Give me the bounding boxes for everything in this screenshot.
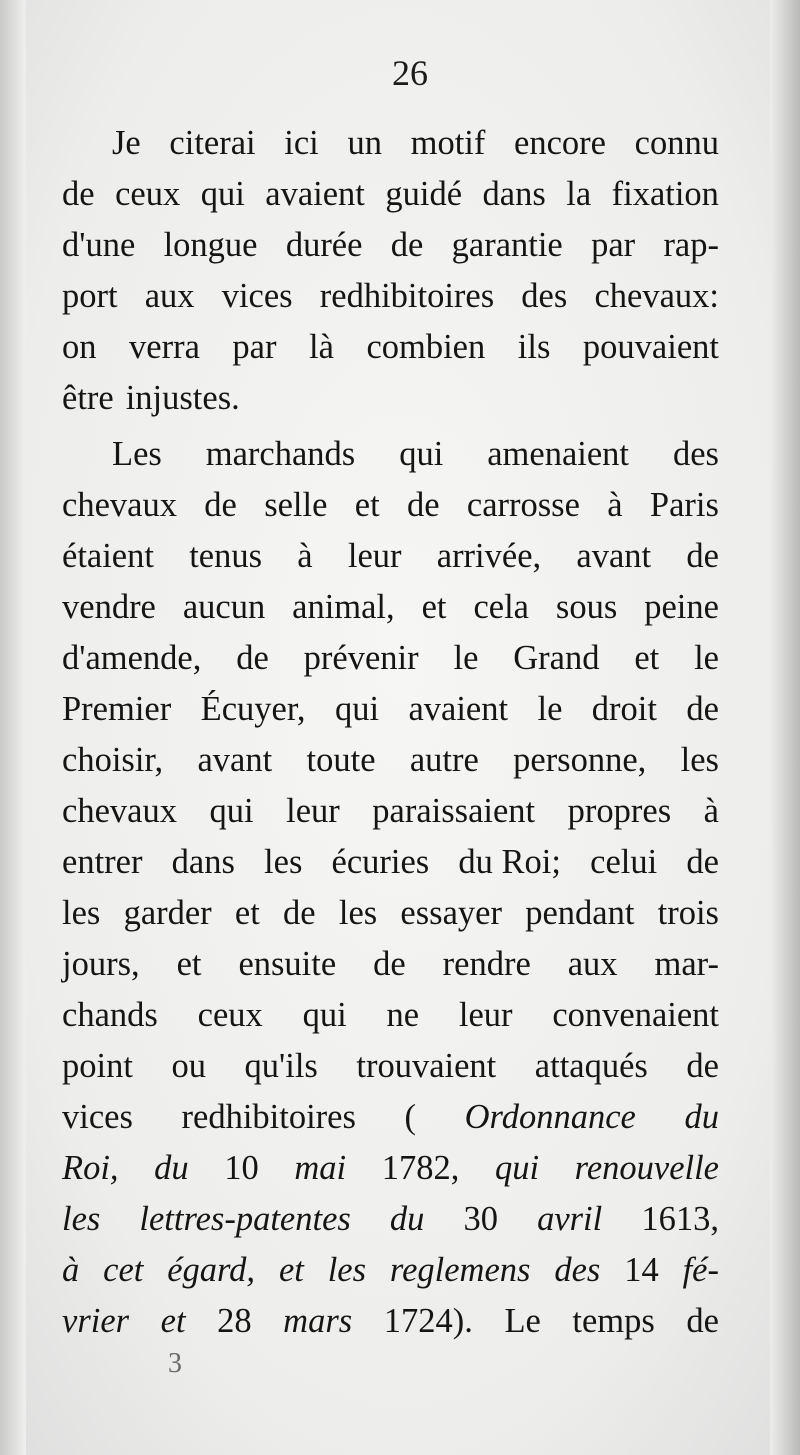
word: un <box>347 124 382 162</box>
word: essayer <box>400 894 502 932</box>
text-line <box>62 169 719 220</box>
word: les <box>680 741 719 779</box>
word: avril <box>537 1200 603 1238</box>
word: de <box>686 537 719 575</box>
paragraph <box>62 118 719 424</box>
word: avaient <box>408 690 509 728</box>
word: et <box>234 894 260 932</box>
word: marchands <box>205 435 356 473</box>
word: choisir, <box>62 741 164 779</box>
word: et <box>421 588 447 626</box>
word: reglemens <box>389 1251 531 1289</box>
word: qui <box>209 792 254 830</box>
word: autre <box>409 741 479 779</box>
word: attaqués <box>534 1047 648 1085</box>
word: arrivée, <box>436 537 542 575</box>
word: vrier <box>62 1302 130 1340</box>
word: citerai <box>169 124 256 162</box>
word: Roi, <box>62 1149 119 1187</box>
word: par <box>232 328 277 366</box>
text-line <box>62 1194 719 1245</box>
word: 1613, <box>641 1200 719 1238</box>
word: du <box>684 1098 719 1136</box>
text-line <box>62 220 719 271</box>
word: mar- <box>654 945 719 983</box>
word: dans <box>171 843 235 881</box>
word: de <box>204 486 237 524</box>
word: ceux <box>115 175 181 213</box>
word: convenaient <box>552 996 719 1034</box>
text-line <box>62 531 719 582</box>
word: du <box>154 1149 189 1187</box>
word: trouvaient <box>356 1047 497 1085</box>
word: et <box>278 1251 304 1289</box>
word: durée <box>285 226 363 264</box>
word: Premier <box>62 690 172 728</box>
word: à <box>703 792 719 830</box>
word: d'une <box>62 226 136 264</box>
word: qui <box>399 435 444 473</box>
word: ils <box>517 328 551 366</box>
word: qu'ils <box>244 1047 318 1085</box>
word: le <box>694 639 719 677</box>
word: 28 <box>217 1302 252 1340</box>
word: la <box>566 175 592 213</box>
word: droit <box>591 690 657 728</box>
text-line <box>62 990 719 1041</box>
word: 10 <box>224 1149 259 1187</box>
word: être <box>62 379 114 417</box>
word: fé- <box>682 1251 719 1289</box>
word: des <box>672 435 719 473</box>
word: qui <box>200 175 245 213</box>
word: connu <box>634 124 719 162</box>
word: ou <box>171 1047 206 1085</box>
word: on <box>62 328 97 366</box>
word: pouvaient <box>582 328 719 366</box>
word: rendre <box>442 945 531 983</box>
body-text <box>62 118 719 1347</box>
word: aux <box>567 945 618 983</box>
word: de <box>62 175 95 213</box>
word: renouvelle <box>574 1149 719 1187</box>
text-line <box>62 322 719 373</box>
word: avant <box>576 537 652 575</box>
word: ici <box>284 124 319 162</box>
word: combien <box>366 328 486 366</box>
word: vices <box>62 1098 133 1136</box>
word: chevaux: <box>594 277 719 315</box>
word: entrer <box>62 843 143 881</box>
word: du Roi; <box>458 843 561 881</box>
word: des <box>521 277 568 315</box>
word: port <box>62 277 118 315</box>
text-line <box>62 1143 719 1194</box>
word: les <box>338 894 378 932</box>
word: 1782, <box>381 1149 460 1187</box>
text-line <box>62 582 719 633</box>
word: leur <box>347 537 402 575</box>
word: avaient <box>265 175 365 213</box>
text-line <box>62 271 719 322</box>
word: cela <box>473 588 529 626</box>
word: d'amende, <box>62 639 202 677</box>
page-left-shadow <box>0 0 26 1455</box>
text-line <box>62 888 719 939</box>
word: ensuite <box>238 945 337 983</box>
word: de <box>373 945 406 983</box>
word: de <box>686 843 719 881</box>
word: chands <box>62 996 158 1034</box>
word: Je <box>112 124 141 162</box>
word: à <box>607 486 623 524</box>
text-line <box>62 786 719 837</box>
word: redhibitoires <box>319 277 495 315</box>
word: peine <box>644 588 719 626</box>
word: personne, <box>513 741 647 779</box>
word: aux <box>144 277 195 315</box>
word: dans <box>482 175 546 213</box>
word: les <box>264 843 303 881</box>
text-line <box>62 735 719 786</box>
text-line <box>62 1041 719 1092</box>
word: 1724). <box>383 1302 473 1340</box>
word: vices <box>221 277 293 315</box>
word: tenus <box>189 537 263 575</box>
word: et <box>354 486 380 524</box>
word: et <box>160 1302 186 1340</box>
word: aucun <box>182 588 266 626</box>
text-line <box>62 1092 719 1143</box>
word: des <box>554 1251 601 1289</box>
page-number: 26 <box>392 53 428 93</box>
word: redhibitoires <box>181 1098 356 1136</box>
word: par <box>591 226 636 264</box>
text-line <box>62 837 719 888</box>
text-line <box>62 1245 719 1296</box>
text-line <box>62 1296 719 1347</box>
page-right-shadow <box>770 0 800 1455</box>
paragraph <box>62 429 719 1347</box>
word: garder <box>123 894 212 932</box>
text-line <box>62 118 719 169</box>
word: à <box>62 1251 80 1289</box>
word: écuries <box>331 843 430 881</box>
word: qui <box>302 996 347 1034</box>
word: Le <box>504 1302 541 1340</box>
word: ceux <box>197 996 263 1034</box>
word: de <box>686 1047 719 1085</box>
word: carrosse <box>466 486 580 524</box>
word: propres <box>567 792 672 830</box>
word: qui <box>334 690 380 728</box>
word: mars <box>283 1302 353 1340</box>
word: injustes. <box>125 379 240 417</box>
word: sous <box>555 588 618 626</box>
word: prévenir <box>303 639 419 677</box>
word: fixation <box>611 175 719 213</box>
word: motif <box>410 124 486 162</box>
word: longue <box>163 226 258 264</box>
word: de <box>283 894 316 932</box>
text-line <box>62 480 719 531</box>
word: paraissaient <box>372 792 536 830</box>
word: selle <box>264 486 328 524</box>
word: verra <box>129 328 200 366</box>
word: garantie <box>451 226 563 264</box>
word: 30 <box>463 1200 498 1238</box>
word: lettres-patentes <box>139 1200 351 1238</box>
word: ne <box>386 996 420 1034</box>
word: les <box>62 1200 101 1238</box>
word: les <box>327 1251 367 1289</box>
word: les <box>62 894 101 932</box>
word: trois <box>657 894 719 932</box>
word: à <box>297 537 313 575</box>
word: avant <box>197 741 273 779</box>
word: étaient <box>62 537 154 575</box>
word: guidé <box>385 175 463 213</box>
text-line <box>62 939 719 990</box>
word: pendant <box>525 894 635 932</box>
word: Les <box>112 435 162 473</box>
text-line <box>62 633 719 684</box>
word: de <box>406 486 440 524</box>
word: leur <box>458 996 513 1034</box>
word: cet <box>103 1251 144 1289</box>
word: chevaux <box>62 792 177 830</box>
word: du <box>389 1200 425 1238</box>
word: ( <box>404 1098 417 1136</box>
word: amenaient <box>487 435 629 473</box>
word: de <box>686 1302 719 1340</box>
word: celui <box>590 843 658 881</box>
word: et <box>176 945 202 983</box>
word: leur <box>286 792 340 830</box>
word: mai <box>294 1149 347 1187</box>
word: là <box>309 328 334 366</box>
word: égard, <box>167 1251 256 1289</box>
word: 14 <box>624 1251 659 1289</box>
word: encore <box>514 124 606 162</box>
word: de <box>390 226 424 264</box>
word: de <box>236 639 269 677</box>
word: le <box>537 690 563 728</box>
word: Grand <box>513 639 600 677</box>
text-line <box>62 373 719 424</box>
word: vendre <box>62 588 156 626</box>
text-line <box>62 429 719 480</box>
word: Écuyer, <box>200 690 306 728</box>
word: jours, <box>62 945 140 983</box>
text-line <box>62 684 719 735</box>
word: Paris <box>649 486 719 524</box>
word: et <box>634 639 660 677</box>
word: de <box>686 690 719 728</box>
word: temps <box>572 1302 655 1340</box>
word: le <box>453 639 479 677</box>
word: chevaux <box>62 486 177 524</box>
word: rap- <box>663 226 719 264</box>
word: point <box>62 1047 133 1085</box>
word: Ordonnance <box>464 1098 636 1136</box>
word: animal, <box>292 588 395 626</box>
word: toute <box>306 741 376 779</box>
signature-mark: 3 <box>168 1348 182 1379</box>
word: qui <box>494 1149 540 1187</box>
